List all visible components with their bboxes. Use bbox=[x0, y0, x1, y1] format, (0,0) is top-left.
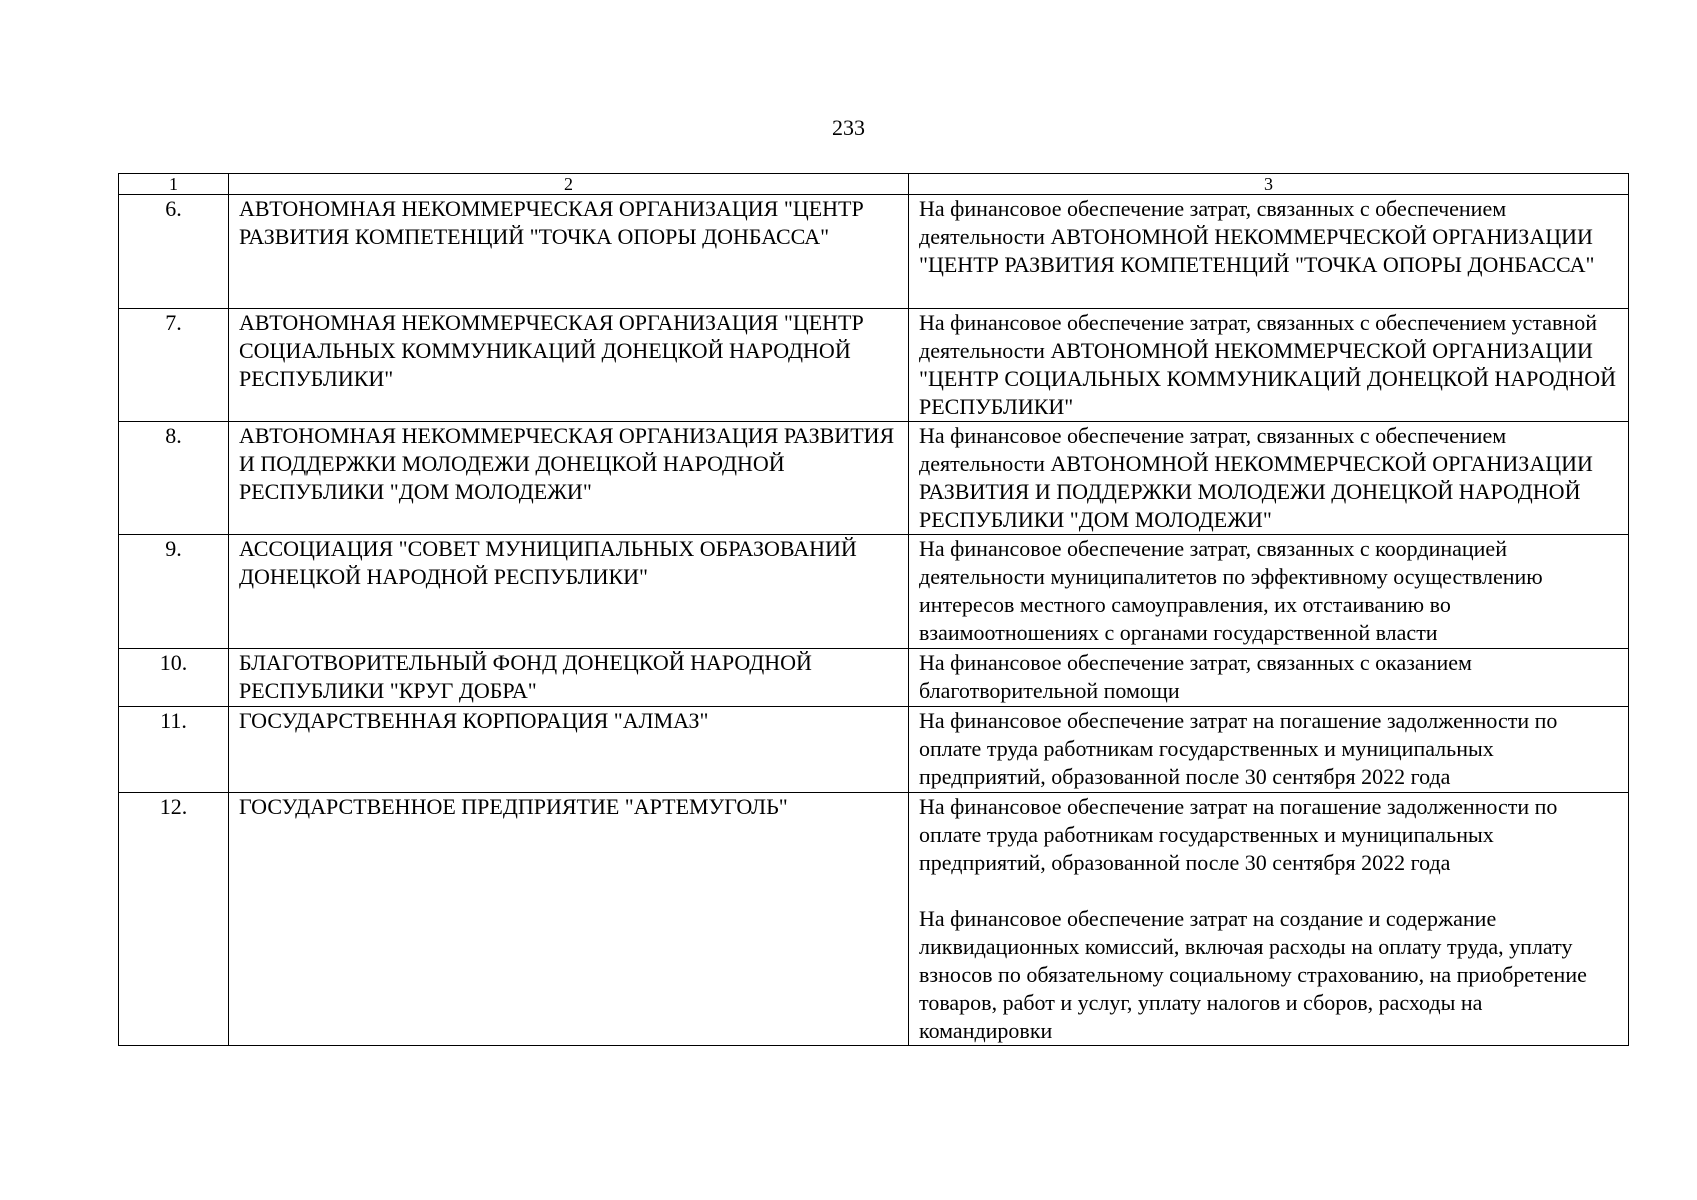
row-number: 12. bbox=[119, 793, 229, 1046]
purpose-paragraph: На финансовое обеспечение затрат, связанных с обеспечением деятельности АВТОНОМНОЙ НЕКОММЕРЧЕСКОЙ ОРГАНИЗАЦИИ "ЦЕНТР РАЗВИТИЯ КОМПЕТЕНЦИЙ "ТОЧКА ОПОРЫ ДОНБАССА" bbox=[919, 196, 1595, 277]
table-row bbox=[119, 195, 1629, 309]
row-number: 10. bbox=[119, 649, 229, 707]
organization-name: ГОСУДАРСТВЕННАЯ КОРПОРАЦИЯ "АЛМАЗ" bbox=[229, 707, 909, 793]
table-header-row bbox=[119, 174, 1629, 195]
organization-name: АВТОНОМНАЯ НЕКОММЕРЧЕСКАЯ ОРГАНИЗАЦИЯ "ЦЕНТР РАЗВИТИЯ КОМПЕТЕНЦИЙ "ТОЧКА ОПОРЫ ДОНБАССА" bbox=[229, 195, 909, 309]
column-header-purpose: 3 bbox=[909, 174, 1629, 195]
organization-name: АССОЦИАЦИЯ "СОВЕТ МУНИЦИПАЛЬНЫХ ОБРАЗОВАНИЙ ДОНЕЦКОЙ НАРОДНОЙ РЕСПУБЛИКИ" bbox=[229, 535, 909, 649]
funding-purpose bbox=[909, 309, 1629, 422]
funding-purpose bbox=[909, 195, 1629, 309]
funding-purpose bbox=[909, 422, 1629, 535]
funding-purpose bbox=[909, 649, 1629, 707]
purpose-paragraph: На финансовое обеспечение затрат, связанных с координацией деятельности муниципалитетов по эффективному осуществлению интересов местного самоуправления, их отстаиванию во взаимоотношениях с органами государственной власти bbox=[919, 536, 1543, 645]
funding-purpose bbox=[909, 535, 1629, 649]
table-row bbox=[119, 422, 1629, 535]
purpose-paragraph: На финансовое обеспечение затрат на погашение задолженности по оплате труда работникам государственных и муниципальных предприятий, образованной после 30 сентября 2022 года bbox=[919, 794, 1558, 875]
organization-name: АВТОНОМНАЯ НЕКОММЕРЧЕСКАЯ ОРГАНИЗАЦИЯ РАЗВИТИЯ И ПОДДЕРЖКИ МОЛОДЕЖИ ДОНЕЦКОЙ НАРОДНОЙ РЕСПУБЛИКИ "ДОМ МОЛОДЕЖИ" bbox=[229, 422, 909, 535]
row-number: 8. bbox=[119, 422, 229, 535]
column-header-number: 1 bbox=[119, 174, 229, 195]
purpose-paragraph: На финансовое обеспечение затрат, связанных с оказанием благотворительной помощи bbox=[919, 650, 1472, 703]
table-row bbox=[119, 793, 1629, 1046]
page-number: 233 bbox=[832, 115, 865, 140]
row-number: 9. bbox=[119, 535, 229, 649]
table-row bbox=[119, 649, 1629, 707]
row-number: 6. bbox=[119, 195, 229, 309]
funding-purpose bbox=[909, 793, 1629, 1046]
organization-name: АВТОНОМНАЯ НЕКОММЕРЧЕСКАЯ ОРГАНИЗАЦИЯ "ЦЕНТР СОЦИАЛЬНЫХ КОММУНИКАЦИЙ ДОНЕЦКОЙ НАРОДНОЙ РЕСПУБЛИКИ" bbox=[229, 309, 909, 422]
table-row bbox=[119, 309, 1629, 422]
funding-table bbox=[118, 173, 1629, 1046]
row-number: 7. bbox=[119, 309, 229, 422]
purpose-paragraph: На финансовое обеспечение затрат, связанных с обеспечением уставной деятельности АВТОНОМНОЙ НЕКОММЕРЧЕСКОЙ ОРГАНИЗАЦИИ "ЦЕНТР СОЦИАЛЬНЫХ КОММУНИКАЦИЙ ДОНЕЦКОЙ НАРОДНОЙ РЕСПУБЛИКИ" bbox=[919, 310, 1617, 419]
organization-name: ГОСУДАРСТВЕННОЕ ПРЕДПРИЯТИЕ "АРТЕМУГОЛЬ" bbox=[229, 793, 909, 1046]
purpose-paragraph: На финансовое обеспечение затрат, связанных с обеспечением деятельности АВТОНОМНОЙ НЕКОММЕРЧЕСКОЙ ОРГАНИЗАЦИИ РАЗВИТИЯ И ПОДДЕРЖКИ МОЛОДЕЖИ ДОНЕЦКОЙ НАРОДНОЙ РЕСПУБЛИКИ "ДОМ МОЛОДЕЖИ" bbox=[919, 423, 1593, 532]
table-row bbox=[119, 707, 1629, 793]
column-header-organization: 2 bbox=[229, 174, 909, 195]
purpose-paragraph: На финансовое обеспечение затрат на погашение задолженности по оплате труда работникам государственных и муниципальных предприятий, образованной после 30 сентября 2022 года bbox=[919, 708, 1558, 789]
table-row bbox=[119, 535, 1629, 649]
funding-purpose bbox=[909, 707, 1629, 793]
organization-name: БЛАГОТВОРИТЕЛЬНЫЙ ФОНД ДОНЕЦКОЙ НАРОДНОЙ РЕСПУБЛИКИ "КРУГ ДОБРА" bbox=[229, 649, 909, 707]
row-number: 11. bbox=[119, 707, 229, 793]
purpose-paragraph: На финансовое обеспечение затрат на создание и содержание ликвидационных комиссий, включая расходы на оплату труда, уплату взносов по обязательному социальному страхованию, на приобретение товаров, работ и услуг, уплату налогов и сборов, расходы на командировки bbox=[919, 906, 1587, 1043]
